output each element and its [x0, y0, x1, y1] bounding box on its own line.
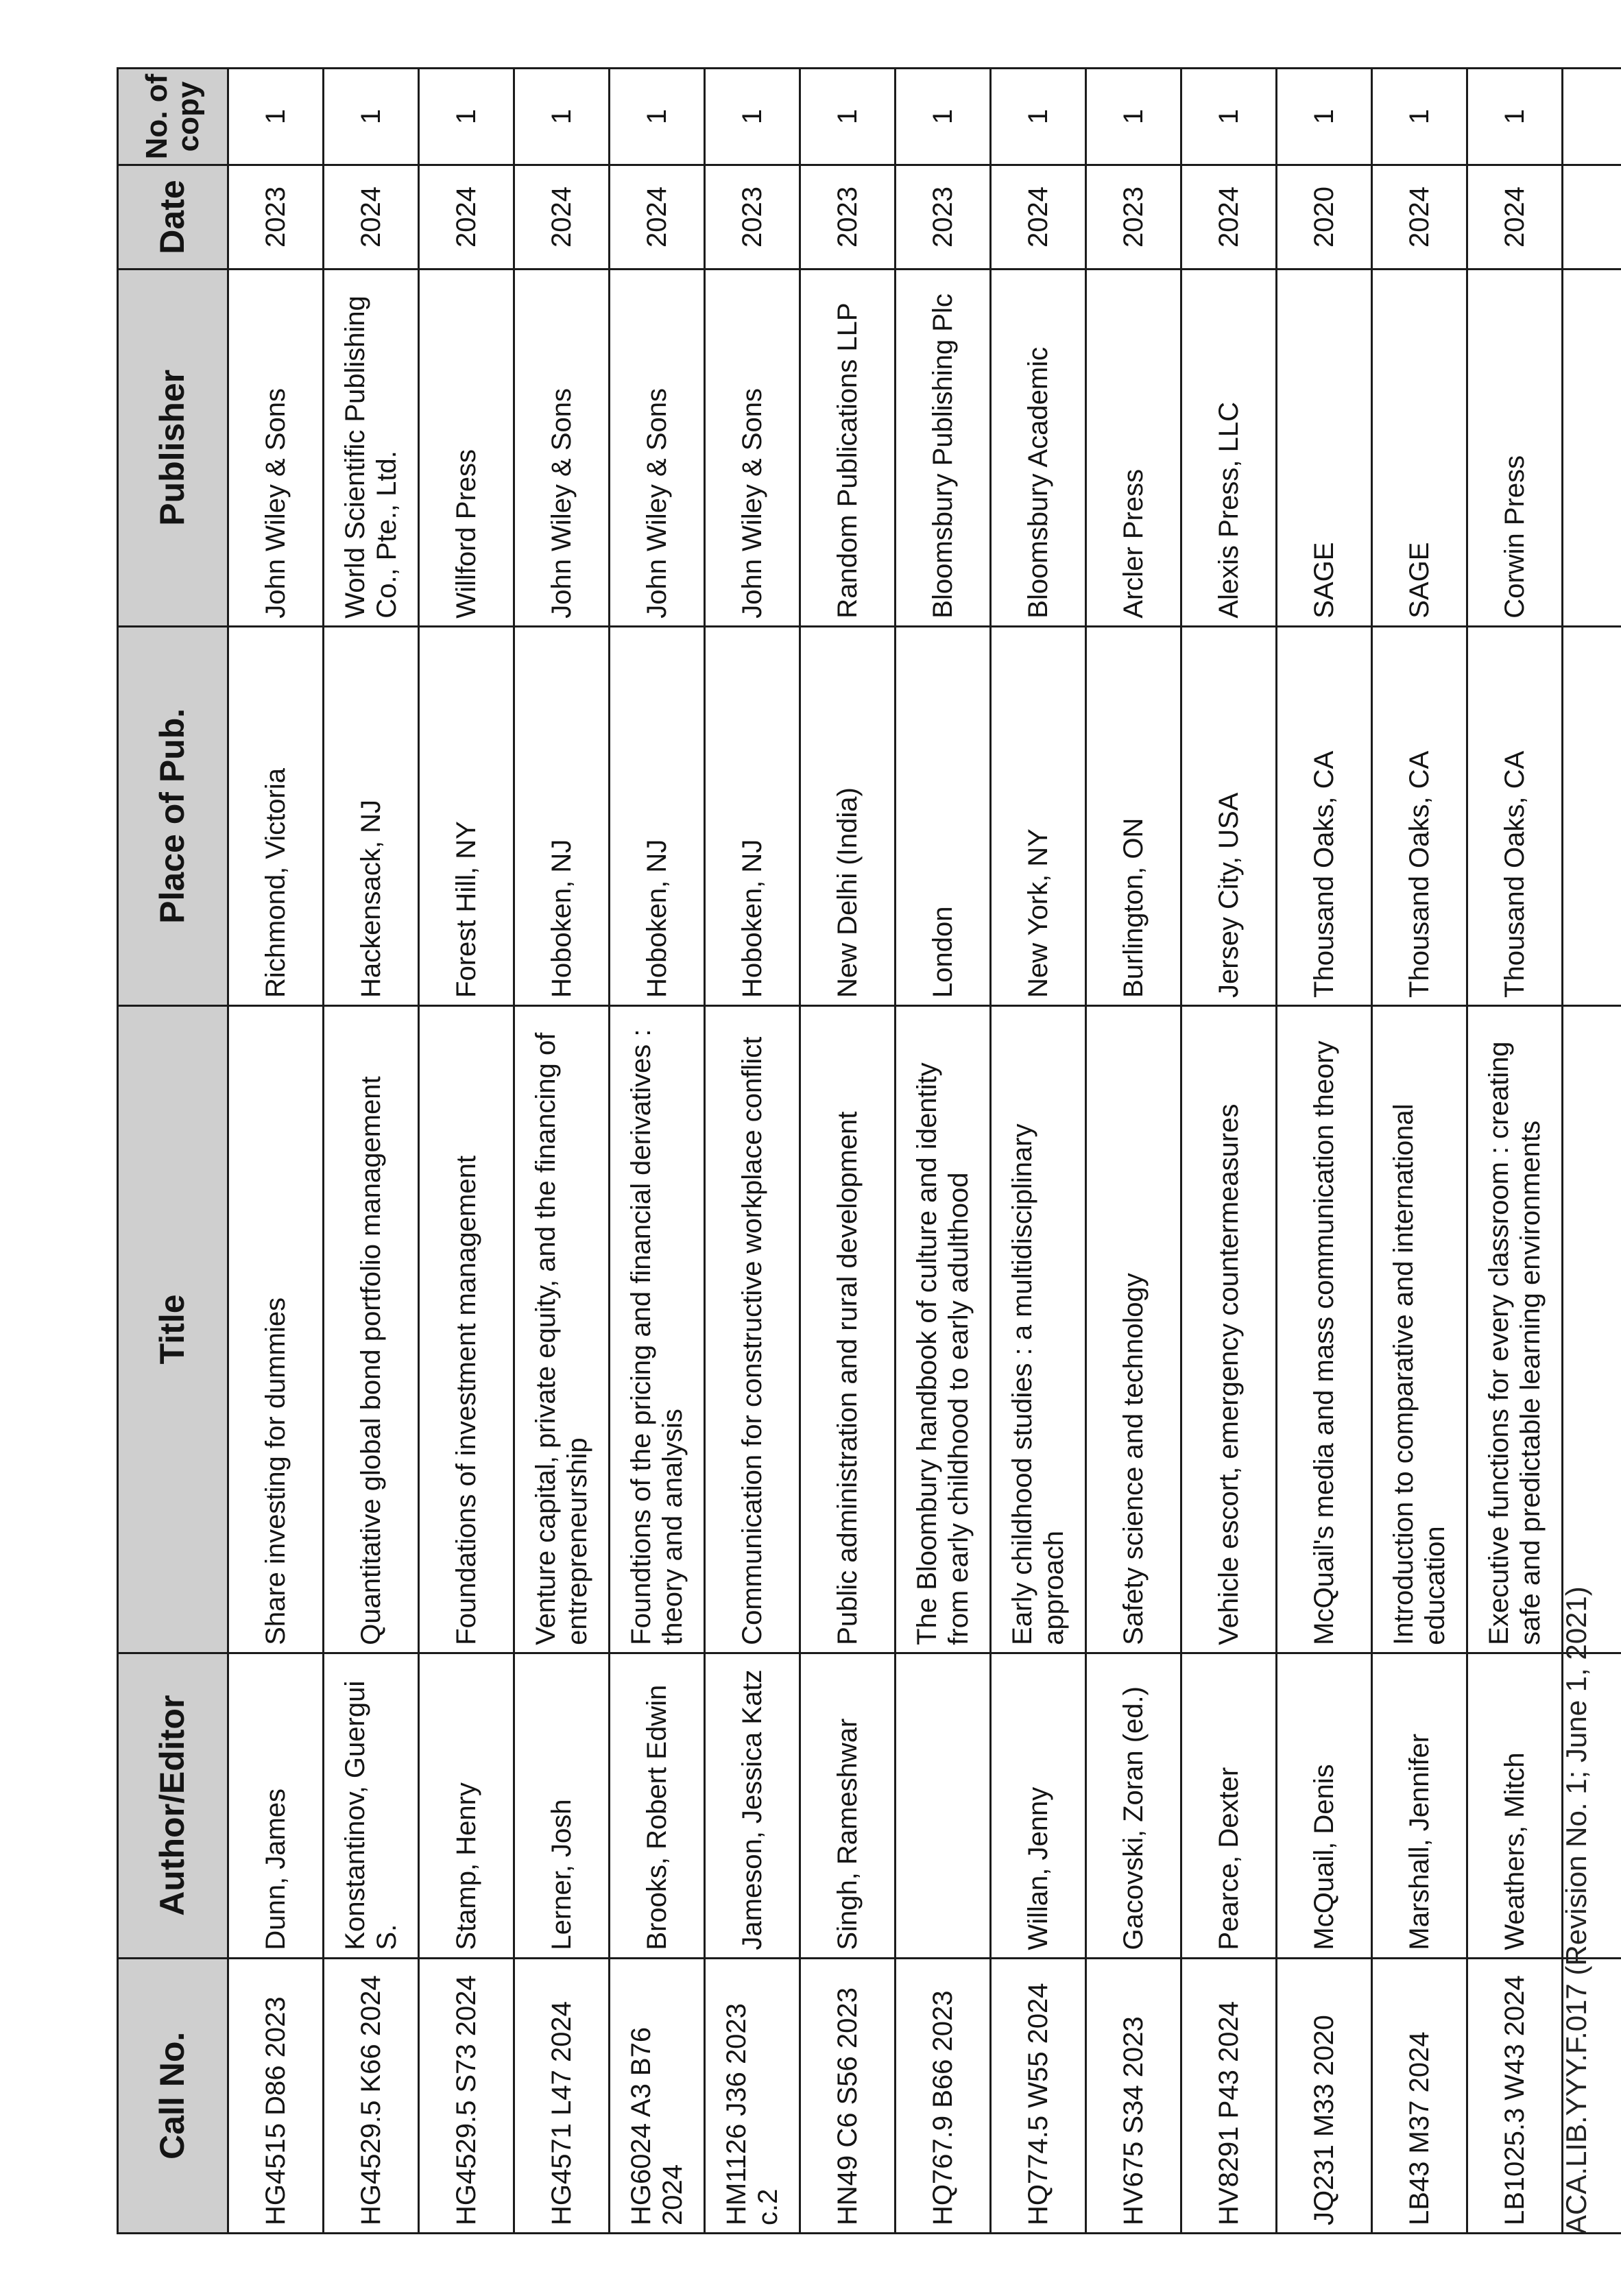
call-number-cell: JQ231 M33 2020	[1277, 1958, 1372, 2233]
publisher-cell: John Wiley & Sons	[228, 269, 324, 626]
header-place: Place of Pub.	[118, 626, 228, 1005]
place-cell: Richmond, Victoria	[228, 626, 324, 1005]
date-cell: 2024	[610, 165, 705, 270]
title-cell: McQuail's media and mass communication theory	[1277, 1005, 1372, 1653]
date-cell: 2024	[324, 165, 419, 270]
author-cell: Dunn, James	[228, 1653, 324, 1958]
place-cell: New York, NY	[991, 626, 1086, 1005]
author-cell: Stamp, Henry	[419, 1653, 514, 1958]
place-cell: Thousand Oaks, CA	[1372, 626, 1467, 1005]
title-cell: Introduction to comparative and international education	[1372, 1005, 1467, 1653]
title-cell: Public administration and rural development	[800, 1005, 896, 1653]
publisher-cell: SAGE	[1372, 269, 1467, 626]
call-number-cell: LB43 M37 2024	[1372, 1958, 1467, 2233]
place-cell: New Delhi (India)	[800, 626, 896, 1005]
copies-cell: 1	[514, 69, 610, 165]
publisher-cell: Random Publications LLP	[800, 269, 896, 626]
title-cell: Early childhood studies : a multidisciplinary approach	[991, 1005, 1086, 1653]
date-cell: 2024	[1467, 165, 1563, 270]
date-cell: 2023	[1086, 165, 1181, 270]
call-number-cell: HG4529.5 S73 2024	[419, 1958, 514, 2233]
publisher-cell	[1563, 269, 1621, 626]
title-cell	[1563, 1005, 1621, 1653]
author-cell: Konstantinov, Guergui S.	[324, 1653, 419, 1958]
call-number-cell: HN49 C6 S56 2023	[800, 1958, 896, 2233]
place-cell: Burlington, ON	[1086, 626, 1181, 1005]
header-copies-line2: copy	[171, 81, 205, 152]
author-cell: Brooks, Robert Edwin	[610, 1653, 705, 1958]
table-row	[800, 69, 896, 2234]
call-number-cell: HQ774.5 W55 2024	[991, 1958, 1086, 2233]
date-cell: 2023	[896, 165, 991, 270]
place-cell: London	[896, 626, 991, 1005]
header-publisher: Publisher	[118, 269, 228, 626]
copies-cell: 1	[1181, 69, 1277, 165]
copies-cell: 1	[991, 69, 1086, 165]
author-cell: Pearce, Dexter	[1181, 1653, 1277, 1958]
author-cell	[896, 1653, 991, 1958]
acquisitions-table	[117, 67, 1621, 2234]
publisher-cell: John Wiley & Sons	[610, 269, 705, 626]
author-cell: Willan, Jenny	[991, 1653, 1086, 1958]
author-cell: Jameson, Jessica Katz	[705, 1653, 800, 1958]
table-row	[1467, 69, 1563, 2234]
table-header-row	[118, 69, 228, 2234]
header-date: Date	[118, 165, 228, 270]
table-row	[1181, 69, 1277, 2234]
header-copies	[118, 69, 228, 165]
publisher-cell: Bloomsbury Academic	[991, 269, 1086, 626]
place-cell: Hackensack, NJ	[324, 626, 419, 1005]
author-cell: Weathers, Mitch	[1467, 1653, 1563, 1958]
publisher-cell: SAGE	[1277, 269, 1372, 626]
date-cell: 2024	[419, 165, 514, 270]
call-number-cell: HQ767.9 B66 2023	[896, 1958, 991, 2233]
header-call-no: Call No.	[118, 1958, 228, 2233]
copies-cell: 1	[1467, 69, 1563, 165]
publisher-cell: Bloomsbury Publishing Plc	[896, 269, 991, 626]
table-row	[896, 69, 991, 2234]
table-row	[1372, 69, 1467, 2234]
copies-cell: 1	[896, 69, 991, 165]
title-cell: Quantitative global bond portfolio management	[324, 1005, 419, 1653]
table-row	[991, 69, 1086, 2234]
date-cell: 2024	[1181, 165, 1277, 270]
author-cell: Marshall, Jennifer	[1372, 1653, 1467, 1958]
copies-cell: 1	[1372, 69, 1467, 165]
copies-cell: 1	[324, 69, 419, 165]
copies-cell: 1	[419, 69, 514, 165]
title-cell: Venture capital, private equity, and the financing of entrepreneurship	[514, 1005, 610, 1653]
author-cell: Singh, Rameshwar	[800, 1653, 896, 1958]
table-row	[324, 69, 419, 2234]
date-cell: 2024	[514, 165, 610, 270]
place-cell: Thousand Oaks, CA	[1467, 626, 1563, 1005]
place-cell: Jersey City, USA	[1181, 626, 1277, 1005]
copies-cell: 1	[228, 69, 324, 165]
publisher-cell: Willford Press	[419, 269, 514, 626]
copies-cell: 1	[1086, 69, 1181, 165]
title-cell: Share investing for dummies	[228, 1005, 324, 1653]
author-cell: McQuail, Denis	[1277, 1653, 1372, 1958]
date-cell	[1563, 165, 1621, 270]
copies-cell: 1	[800, 69, 896, 165]
publisher-cell: John Wiley & Sons	[514, 269, 610, 626]
call-number-cell: HG4571 L47 2024	[514, 1958, 610, 2233]
title-cell: The Bloombury handbook of culture and identity from early childhood to early adulthood	[896, 1005, 991, 1653]
publisher-cell: Alexis Press, LLC	[1181, 269, 1277, 626]
date-cell: 2024	[991, 165, 1086, 270]
publisher-cell: World Scientific Publishing Co., Pte., Ltd.	[324, 269, 419, 626]
call-number-cell: HG6024 A3 B76 2024	[610, 1958, 705, 2233]
publisher-cell: Corwin Press	[1467, 269, 1563, 626]
date-cell: 2023	[228, 165, 324, 270]
header-author: Author/Editor	[118, 1653, 228, 1958]
call-number-cell: HV675 S34 2023	[1086, 1958, 1181, 2233]
author-cell: Lerner, Josh	[514, 1653, 610, 1958]
table-row	[1086, 69, 1181, 2234]
call-number-cell: HG4515 D86 2023	[228, 1958, 324, 2233]
table-row	[514, 69, 610, 2234]
place-cell: Hoboken, NJ	[610, 626, 705, 1005]
form-code: ACA.LIB.YYY.F.017 (Revision No. 1; June 1, 2021)	[1560, 1586, 1592, 2234]
table-row	[610, 69, 705, 2234]
title-cell: Vehicle escort, emergency countermeasures	[1181, 1005, 1277, 1653]
author-cell: Gacovski, Zoran (ed.)	[1086, 1653, 1181, 1958]
call-number-cell: HG4529.5 K66 2024	[324, 1958, 419, 2233]
place-cell: Thousand Oaks, CA	[1277, 626, 1372, 1005]
copies-cell: 1	[1277, 69, 1372, 165]
copies-cell: 1	[610, 69, 705, 165]
place-cell	[1563, 626, 1621, 1005]
call-number-cell: LB1025.3 W43 2024	[1467, 1958, 1563, 2233]
table-row	[1277, 69, 1372, 2234]
date-cell: 2023	[705, 165, 800, 270]
copies-cell	[1563, 69, 1621, 165]
date-cell: 2023	[800, 165, 896, 270]
title-cell: Safety science and technology	[1086, 1005, 1181, 1653]
header-title: Title	[118, 1005, 228, 1653]
date-cell: 2020	[1277, 165, 1372, 270]
publisher-cell: Arcler Press	[1086, 269, 1181, 626]
place-cell: Hoboken, NJ	[705, 626, 800, 1005]
publisher-cell: John Wiley & Sons	[705, 269, 800, 626]
title-cell: Foundations of investment management	[419, 1005, 514, 1653]
table-row	[228, 69, 324, 2234]
copies-cell: 1	[705, 69, 800, 165]
header-copies-line1: No. of	[139, 73, 173, 160]
table-row	[705, 69, 800, 2234]
call-number-cell: HM1126 J36 2023 c.2	[705, 1958, 800, 2233]
date-cell: 2024	[1372, 165, 1467, 270]
place-cell: Forest Hill, NY	[419, 626, 514, 1005]
call-number-cell: HV8291 P43 2024	[1181, 1958, 1277, 2233]
title-cell: Communication for constructive workplace conflict	[705, 1005, 800, 1653]
table-row	[419, 69, 514, 2234]
title-cell: Executive functions for every classroom : creating safe and predictable learning environments	[1467, 1005, 1563, 1653]
title-cell: Foundtions of the pricing and financial derivatives : theory and analysis	[610, 1005, 705, 1653]
place-cell: Hoboken, NJ	[514, 626, 610, 1005]
